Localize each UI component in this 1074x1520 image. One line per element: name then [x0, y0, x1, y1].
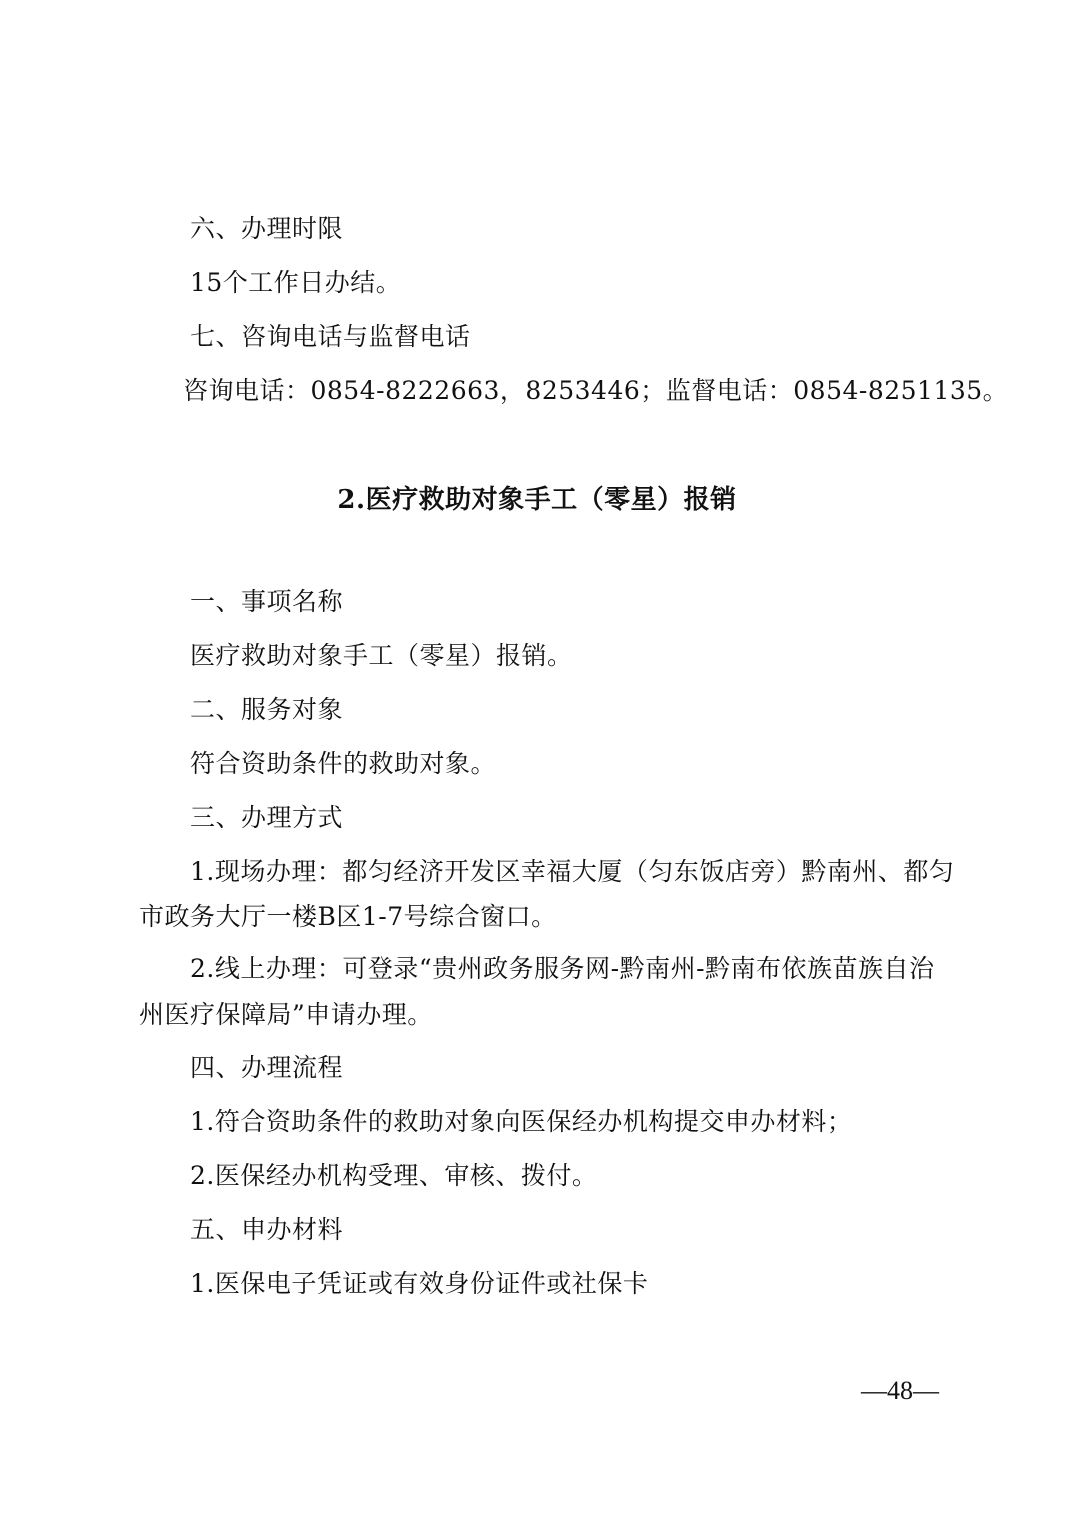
heading-item-name: 一、事项名称: [190, 587, 344, 616]
process-step-2: 2.医保经办机构受理、审核、拨付。: [190, 1161, 598, 1190]
heading-materials: 五、申办材料: [190, 1215, 344, 1244]
process-step-1: 1.符合资助条件的救助对象向医保经办机构提交申办材料；: [190, 1107, 853, 1136]
method-onsite-line1: 1.现场办理：都匀经济开发区幸福大厦（匀东饭店旁）黔南州、都匀: [190, 857, 955, 886]
method-online-line2: 州医疗保障局”申请办理。: [139, 1000, 433, 1029]
service-target-text: 符合资助条件的救助对象。: [190, 749, 497, 778]
method-onsite-line2: 市政务大厅一楼B区1-7号综合窗口。: [139, 902, 557, 931]
time-limit-text: 15个工作日办结。: [190, 268, 402, 297]
contact-phones-text: 咨询电话：0854-8222663，8253446；监督电话：0854-8251135。: [183, 376, 1009, 405]
material-1: 1.医保电子凭证或有效身份证件或社保卡: [190, 1269, 649, 1298]
heading-contact-phones: 七、咨询电话与监督电话: [190, 322, 471, 351]
item-title: 2.医疗救助对象手工（零星）报销: [337, 485, 737, 515]
item-name-text: 医疗救助对象手工（零星）报销。: [190, 641, 573, 670]
heading-service-target: 二、服务对象: [190, 695, 344, 724]
heading-process: 四、办理流程: [190, 1053, 344, 1082]
page-number: —48—: [861, 1376, 939, 1405]
heading-method: 三、办理方式: [190, 803, 344, 832]
heading-time-limit: 六、办理时限: [190, 214, 344, 243]
method-online-line1: 2.线上办理：可登录“贵州政务服务网-黔南州-黔南布依族苗族自治: [190, 954, 935, 983]
